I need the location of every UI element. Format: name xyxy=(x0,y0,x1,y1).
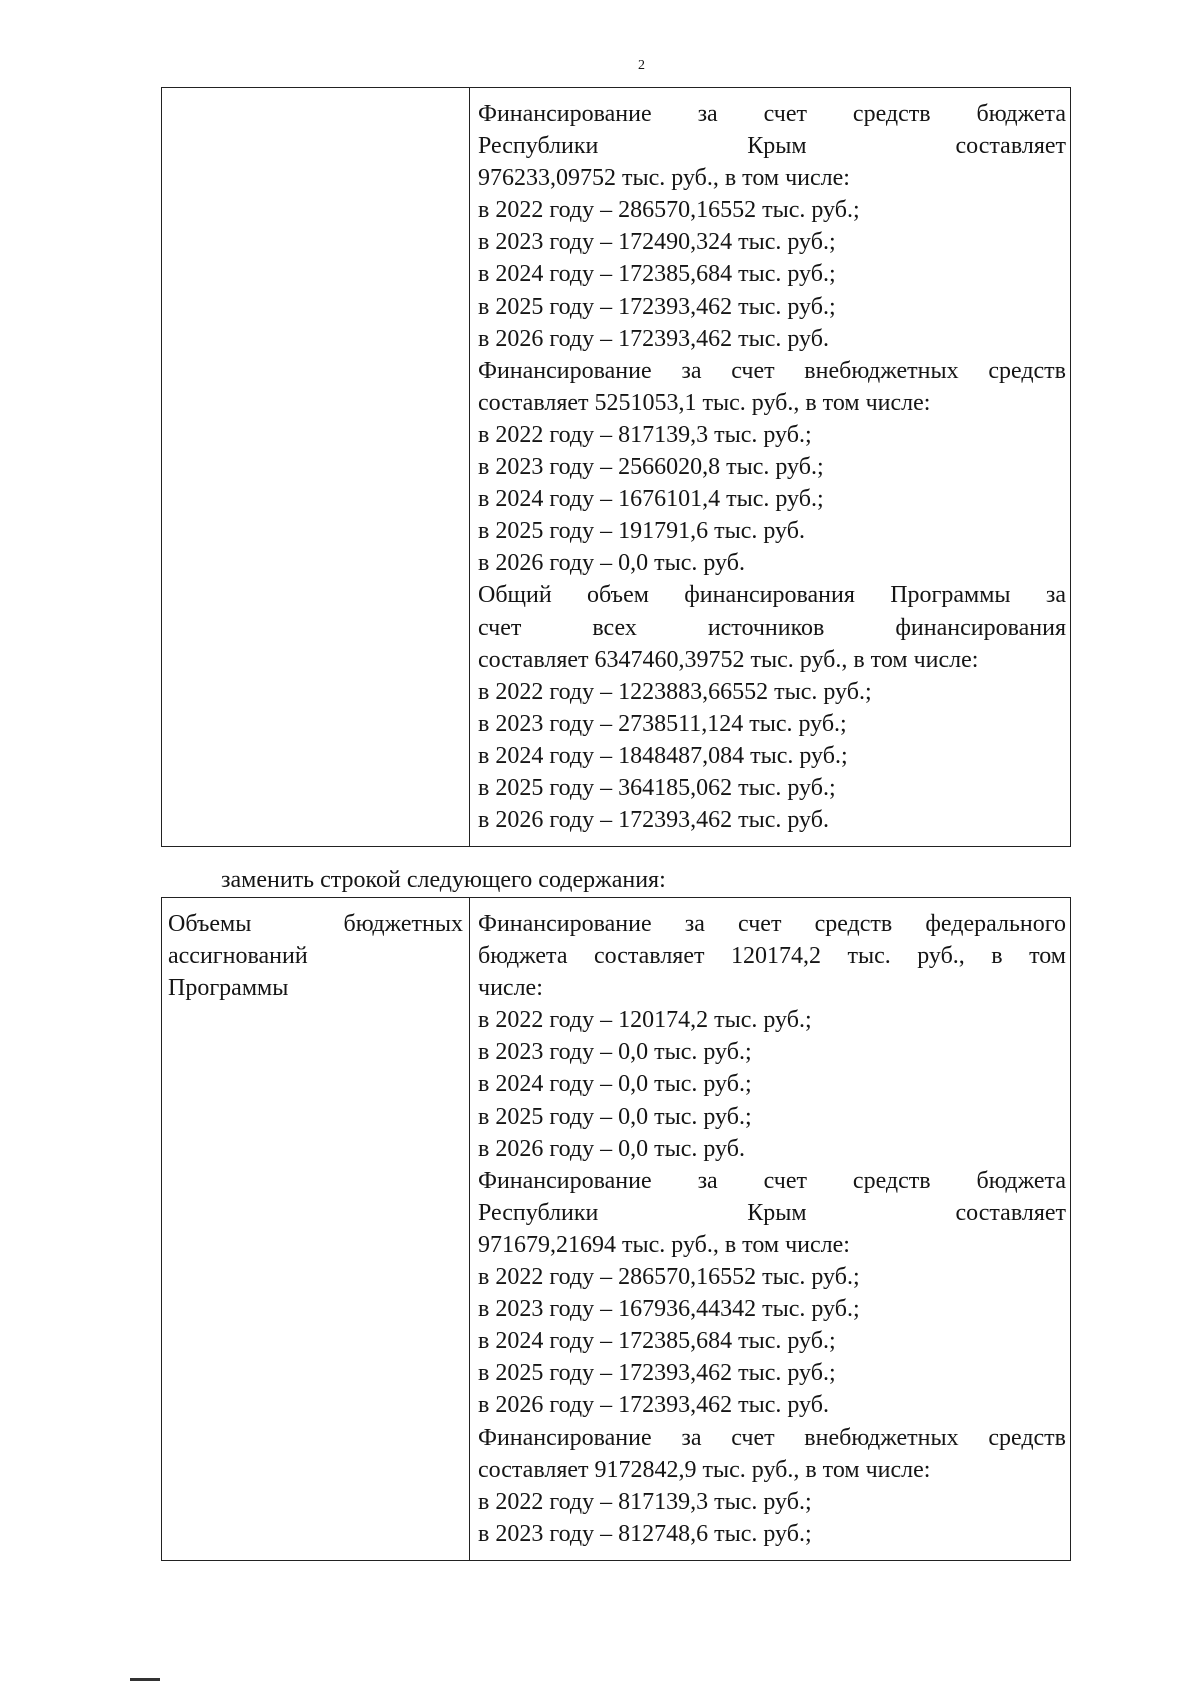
financing-cell xyxy=(470,898,1071,1561)
year-line: в 2022 году – 817139,3 тыс. руб.; xyxy=(478,421,812,448)
year-line: в 2022 году – 120174,2 тыс. руб.; xyxy=(478,1007,812,1034)
year-line: в 2025 году – 0,0 тыс. руб.; xyxy=(478,1103,752,1130)
text-line: 976233,09752 тыс. руб., в том числе: xyxy=(478,165,850,192)
year-line: в 2025 году – 172393,462 тыс. руб.; xyxy=(478,293,836,320)
text-line: счет всех источников финансирования xyxy=(478,614,1066,641)
budget-table-replacement xyxy=(161,897,1071,1561)
text-line: Общий объем финансирования Программы за xyxy=(478,582,1066,609)
year-line: в 2024 году – 1848487,084 тыс. руб.; xyxy=(478,742,848,769)
row-label-line: Программы xyxy=(168,975,289,1002)
year-line: в 2023 году – 2566020,8 тыс. руб.; xyxy=(478,454,824,481)
year-line: в 2026 году – 0,0 тыс. руб. xyxy=(478,1135,745,1162)
row-label-cell xyxy=(162,88,470,847)
year-line: в 2022 году – 817139,3 тыс. руб.; xyxy=(478,1488,812,1515)
replacement-instruction: заменить строкой следующего содержания: xyxy=(221,867,666,893)
year-line: в 2026 году – 172393,462 тыс. руб. xyxy=(478,1392,829,1419)
table-row xyxy=(162,898,1071,1561)
row-label-line: Объемы бюджетных xyxy=(168,911,463,937)
year-line: в 2024 году – 0,0 тыс. руб.; xyxy=(478,1071,752,1098)
year-line: в 2026 году – 172393,462 тыс. руб. xyxy=(478,807,829,834)
text-line: Республики Крым составляет xyxy=(478,1199,1066,1226)
financing-cell xyxy=(470,88,1071,847)
text-line: Республики Крым составляет xyxy=(478,133,1066,160)
year-line: в 2022 году – 1223883,66552 тыс. руб.; xyxy=(478,678,872,705)
year-line: в 2025 году – 172393,462 тыс. руб.; xyxy=(478,1360,836,1387)
text-line: составляет 9172842,9 тыс. руб., в том числе: xyxy=(478,1456,931,1483)
text-line: числе: xyxy=(478,975,543,1002)
text-line: Финансирование за счет средств федерального xyxy=(478,911,1066,937)
year-line: в 2024 году – 172385,684 тыс. руб.; xyxy=(478,1328,836,1355)
text-line: Финансирование за счет внебюджетных средств xyxy=(478,1424,1066,1451)
text-line: составляет 5251053,1 тыс. руб., в том числе: xyxy=(478,389,931,416)
row-label-line: ассигнований xyxy=(168,943,308,970)
year-line: в 2023 году – 812748,6 тыс. руб.; xyxy=(478,1520,812,1547)
text-line: 971679,21694 тыс. руб., в том числе: xyxy=(478,1231,850,1258)
text-line: составляет 6347460,39752 тыс. руб., в том числе: xyxy=(478,646,979,673)
year-line: в 2023 году – 172490,324 тыс. руб.; xyxy=(478,229,836,256)
text-line: бюджета составляет 120174,2 тыс. руб., в том xyxy=(478,943,1066,970)
year-line: в 2025 году – 364185,062 тыс. руб.; xyxy=(478,774,836,801)
year-line: в 2024 году – 172385,684 тыс. руб.; xyxy=(478,261,836,288)
year-line: в 2025 году – 191791,6 тыс. руб. xyxy=(478,518,805,545)
year-line: в 2026 году – 0,0 тыс. руб. xyxy=(478,550,745,577)
budget-table-original xyxy=(161,87,1071,847)
year-line: в 2022 году – 286570,16552 тыс. руб.; xyxy=(478,197,860,224)
year-line: в 2023 году – 2738511,124 тыс. руб.; xyxy=(478,710,847,737)
table-row xyxy=(162,88,1071,847)
text-line: Финансирование за счет средств бюджета xyxy=(478,1167,1066,1194)
year-line: в 2023 году – 0,0 тыс. руб.; xyxy=(478,1039,752,1066)
year-line: в 2024 году – 1676101,4 тыс. руб.; xyxy=(478,486,824,513)
year-line: в 2026 году – 172393,462 тыс. руб. xyxy=(478,325,829,352)
text-line: Финансирование за счет средств бюджета xyxy=(478,101,1066,127)
year-line: в 2022 году – 286570,16552 тыс. руб.; xyxy=(478,1264,860,1291)
text-line: Финансирование за счет внебюджетных средств xyxy=(478,357,1066,384)
year-line: в 2023 году – 167936,44342 тыс. руб.; xyxy=(478,1296,860,1323)
row-label-cell xyxy=(162,898,470,1561)
page-number: 2 xyxy=(638,58,645,73)
page-bottom-mark xyxy=(130,1678,160,1681)
